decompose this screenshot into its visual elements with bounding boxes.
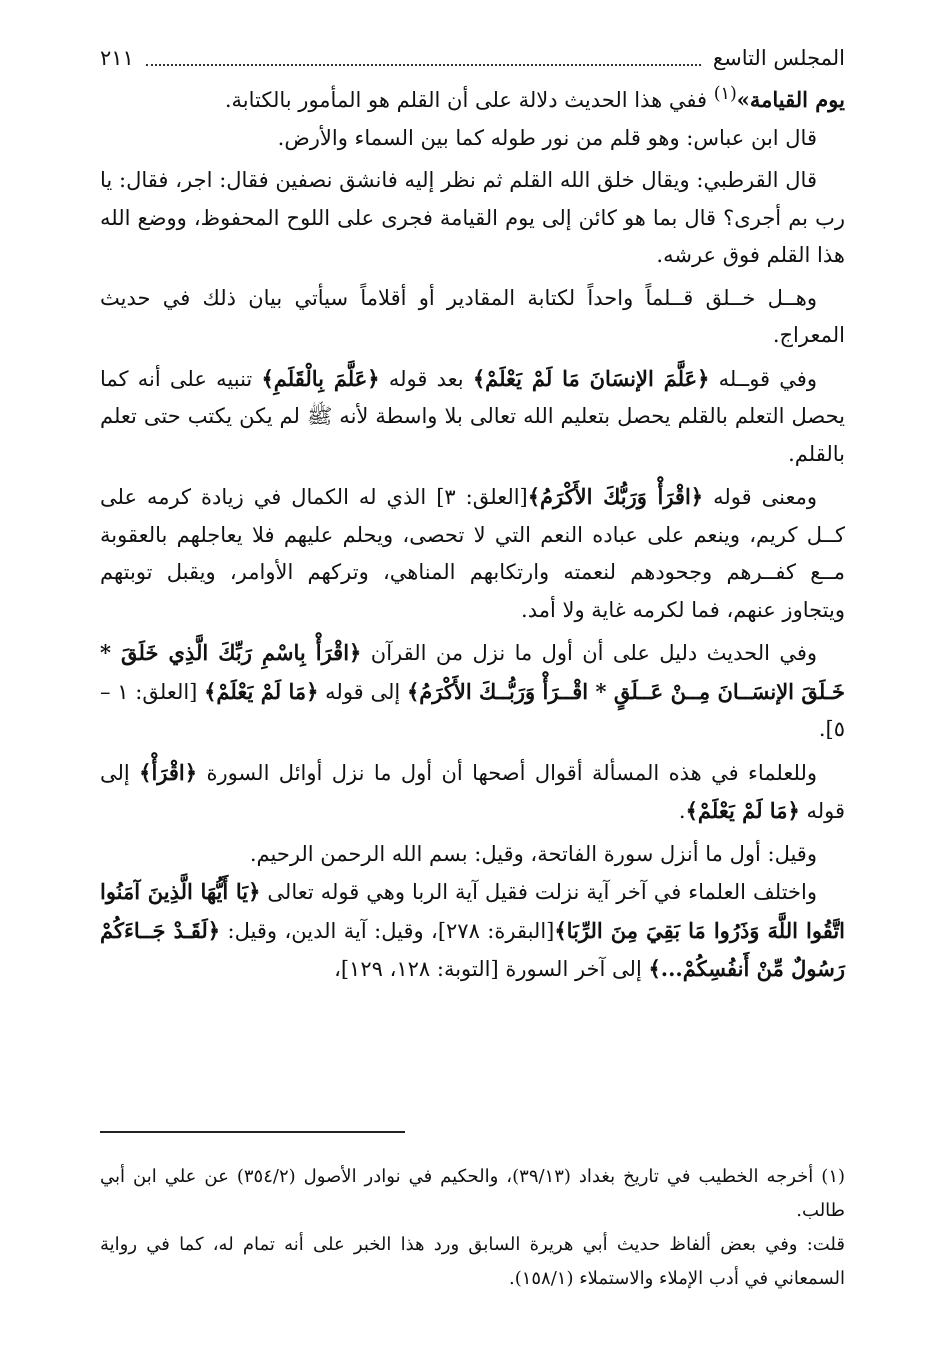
paragraph [100,478,845,629]
paragraph [100,634,845,749]
paragraph-text: بعد قوله [379,366,473,391]
paragraph-text: تنبيه على أنه كما يحصل التعلم بالقلم يحصل بتعليم الله تعالى بلا واسطة لأنه ﷺ لم يكن يكتب حتى تعلم بالقلم. [100,366,845,466]
footnotes [100,1160,845,1296]
paragraph-text: [العلق: ١ – ٥]. [100,679,845,741]
quran-quote: ﴿اقْرَأْ﴾ [139,759,198,785]
bold-lead: يوم القيامة» [736,87,845,112]
paragraph: وقيل: أول ما أنزل سورة الفاتحة، وقيل: بسم الله الرحمن الرحيم. [249,841,817,866]
page-number: ٢١١ [100,46,134,70]
paragraph [100,873,845,989]
paragraph: قال القرطبي: ويقال خلق الله القلم ثم نظر إليه فانشق نصفين فقال: اجر، فقال: يا رب بم أجرى؟ قال بما هو كائن إلى يوم القيامة فجرى على اللوح المحفوظ، ووضع الله هذا القلم فوق عرشه. [100,168,845,267]
paragraph-text: . [678,799,686,823]
footnote: قلت: وفي بعض ألفاظ حديث أبي هريرة السابق ورد هذا الخبر على أنه تمام له، كما في رواية السمعاني في أدب الإملاء والاستملاء (١٥٨/١). [100,1234,845,1289]
quran-quote: ﴿يَا أَيُّهَا الَّذِينَ آمَنُوا اتَّقُوا اللَّهَ وَذَرُوا مَا بَقِيَ مِنَ الرِّبَا﴾ [100,879,846,943]
footnote-separator [100,1131,405,1133]
paragraph-text: واختلف العلماء في آخر آية نزلت فقيل آية الربا وهي قوله تعالى [260,880,817,904]
quran-quote: ﴿عَلَّمَ الإنسَانَ مَا لَمْ يَعْلَمْ﴾ [472,365,710,391]
paragraph [100,76,845,120]
quran-quote: ﴿اقْرَأْ وَرَبُّكَ الأَكْرَمُ﴾ [527,484,704,509]
footnote-marker: (١) [713,84,737,104]
running-header [100,40,845,76]
paragraph: وهــل خــلق قــلماً واحداً لكتابة المقادير أو أقلاماً سيأتي بيان ذلك في حديث المعراج. [100,285,845,347]
paragraph-text: إلى قوله [318,679,407,704]
paragraph-text: وفي قوــله [709,366,817,391]
quran-quote: ﴿لَقَـدْ جَــاءَكُمْ رَسُولٌ مِّنْ أَنفُسِكُمْ...﴾ [100,917,845,981]
paragraph [100,754,845,831]
paragraph-text: ومعنى قوله [703,485,817,509]
paragraph-text: ففي هذا الحديث دلالة على أن القلم هو المأمور بالكتابة. [224,88,714,112]
quran-quote: ﴿مَا لَمْ يَعْلَمْ﴾ [204,678,319,704]
footnote: (١) أخرجه الخطيب في تاريخ بغداد (٣٩/١٣)، والحكيم في نوادر الأصول (٣٥٤/٢) عن علي ابن أبي طالب. [100,1166,846,1221]
paragraph: قال ابن عباس: وهو قلم من نور طوله كما بين السماء والأرض. [277,125,817,150]
quran-quote: ﴿عَلَّمَ بِالْقَلَمِ﴾ [261,365,380,391]
paragraph-text: [البقرة: ٢٧٨]، وقيل: آية الدين، وقيل: [220,918,555,943]
paragraph [100,360,845,474]
paragraph-text: [العلق: ٣] الذي له الكمال في زيادة كرمه على كــل كريم، وينعم على عباده النعم التي لا تحصى، ويحلم عليهم فلا يعاجلهم بالعقوبة مــع كفــرهم وجحودهم لنعمته وارتكابهم المناهي، وتركهم الأوامر، ويقبل توبتهم ويتجاوز عنهم، فما لكرمه غاية ولا أمد. [100,485,845,622]
page-content [100,40,845,989]
quran-quote: ﴿اقْرَأْ بِاسْمِ رَبِّكَ الَّذِي خَلَقَ * خَـلَقَ الإنسَــانَ مِــنْ عَــلَقٍ * اقْــرَأْ وَرَبُّــكَ الأَكْرَمُ﴾ [100,640,845,704]
quran-quote: ﴿مَا لَمْ يَعْلَمْ﴾ [685,798,800,823]
main-text [100,76,845,989]
paragraph-text: وللعلماء في هذه المسألة أقوال أصحها أن أول ما نزل أوائل السورة [197,760,817,785]
paragraph-text: وفي الحديث دليل على أن أول ما نزل من القرآن [361,641,818,665]
paragraph-text: إلى قوله [100,760,845,823]
paragraph-text: إلى آخر السورة [التوبة: ١٢٨، ١٢٩]، [334,957,649,981]
section-title: المجلس التاسع [712,46,845,70]
header-dot-leader [146,50,701,66]
